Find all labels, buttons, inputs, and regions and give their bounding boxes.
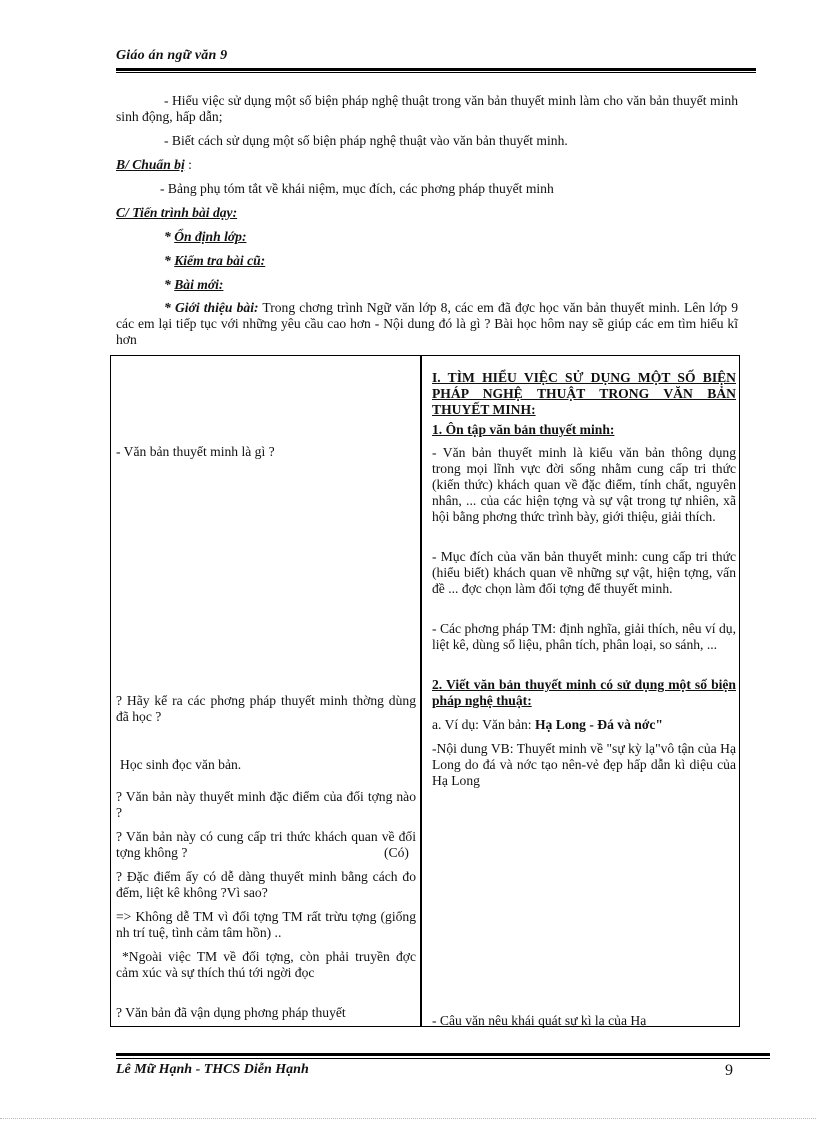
footer-author: Lê Mữ Hạnh - THCS Diễn Hạnh (116, 1062, 309, 1077)
step-bullet: * (164, 229, 171, 244)
prep-heading: B/ Chuẩn bị (116, 157, 185, 172)
process-heading: C/ Tiến trình bài dạy: (116, 205, 238, 220)
purpose-paragraph: - Mục đích của văn bản thuyết minh: cung cấp tri thức (hiểu biết) khách quan về những sự vật, hiện tợng, vấn đề ... đợc chọn làm đối tợng để thuyết minh. (432, 549, 736, 596)
left-q2: ? Hãy kể ra các phơng pháp thuyết minh thờng dùng đã học ? (116, 693, 416, 724)
left-q4 (116, 829, 416, 861)
left-read: Học sinh đọc văn bản. (120, 757, 242, 772)
objective-1: - Hiểu việc sử dụng một số biện pháp nghệ thuật trong văn bản thuyết minh làm cho văn bản thuyết minh sinh động, hấp dẫn; (116, 93, 738, 124)
left-q3: ? Văn bản này thuyết minh đặc điểm của đối tợng nào ? (116, 789, 416, 820)
definition-paragraph: - Văn bản thuyết minh là kiểu văn bản thông dụng trong mọi lĩnh vực đời sống nhằm cung cấp tri thức (kiến thức) khách quan về đặc điểm, tính chất, nguyên nhân, ... của các hiện tợng và sự vật trong tự nhiên, xã hội bằng phơng thức trình bày, giới thiệu, giải thích. (432, 445, 736, 524)
prep-heading-line (116, 157, 192, 173)
objective-2: - Biết cách sử dụng một số biện pháp nghệ thuật vào văn bản thuyết minh. (164, 133, 568, 148)
page-number: 9 (725, 1062, 733, 1079)
page-edge (0, 1118, 816, 1119)
step-2 (164, 253, 265, 269)
header-rule (116, 68, 756, 71)
intro-bullet: * (164, 300, 171, 315)
content-paragraph: -Nội dung VB: Thuyết minh về "sự kỳ lạ"vô tận của Hạ Long do đá và nớc tạo nên-vẻ đẹp hấp dẫn kì diệu của Hạ Long (432, 741, 736, 788)
footer-rule-thin (116, 1058, 770, 1059)
step-1 (164, 229, 246, 245)
subheading-1: 1. Ôn tập văn bản thuyết minh: (432, 422, 615, 437)
example-line (432, 717, 736, 733)
prep-colon: : (184, 157, 192, 172)
left-q5: ? Đặc điểm ấy có dễ dàng thuyết minh bằng cách đo đếm, liệt kê không ?Vì sao? (116, 869, 416, 900)
header-title: Giáo án ngữ văn 9 (116, 48, 228, 63)
step-3-label: Bài mới: (174, 277, 224, 292)
step-2-label: Kiểm tra bài cũ: (174, 253, 266, 268)
section-1-heading: I. TÌM HIỂU VIỆC SỬ DỤNG MỘT SỐ BIỆN PHÁP NGHỆ THUẬT TRONG VĂN BẢN THUYẾT MINH: (432, 370, 736, 417)
left-q4-text: ? Văn bản này có cung cấp tri thức khách quan về đối tợng không ? (116, 829, 416, 860)
footer-rule (116, 1053, 770, 1056)
last-paragraph: - Câu văn nêu khái quát sự kì lạ của Hạ (432, 1013, 647, 1028)
step-bullet: * (164, 253, 171, 268)
prep-item: - Bảng phụ tóm tắt về khái niệm, mục đích, các phơng pháp thuyết minh (160, 181, 554, 196)
intro-text: Trong chơng trình Ngữ văn lớp 8, các em đã đợc học văn bản thuyết minh. Lên lớp 9 các em lại tiếp tục với những yêu cầu cao hơn - Nội dung đó là gì ? Bài học hôm nay sẽ giúp các em tìm hiểu kĩ hơn (116, 300, 739, 347)
example-title: Hạ Long - Đá và nớc" (534, 717, 663, 732)
subheading-2: 2. Viết văn bản thuyết minh có sử dụng một số biện pháp nghệ thuật: (432, 677, 736, 708)
methods-paragraph: - Các phơng pháp TM: định nghĩa, giải thích, nêu ví dụ, liệt kê, dùng số liệu, phân tích, phân loại, so sánh, ... (432, 621, 736, 652)
table-divider (420, 355, 422, 1027)
intro-label: Giới thiệu bài: (174, 300, 259, 315)
step-bullet: * (164, 277, 171, 292)
left-note-2: *Ngoài việc TM về đối tợng, còn phải truyền đợc cảm xúc và sự thích thú tới ngời đọc (116, 949, 416, 980)
left-q6: ? Văn bản đã vận dụng phơng pháp thuyết (116, 1005, 346, 1020)
left-q1: - Văn bản thuyết minh là gì ? (116, 444, 275, 459)
intro-paragraph (116, 300, 738, 348)
header-rule-thin (116, 72, 756, 73)
example-label: a. Ví dụ: Văn bản: (432, 717, 532, 732)
left-note: => Không dễ TM vì đối tợng TM rất trừu tợng (giống nh trí tuệ, tình cảm tâm hồn) .. (116, 909, 416, 940)
step-1-label: Ổn định lớp: (174, 229, 247, 244)
left-q4-answer: (Có) (384, 845, 409, 860)
step-3 (164, 277, 223, 293)
